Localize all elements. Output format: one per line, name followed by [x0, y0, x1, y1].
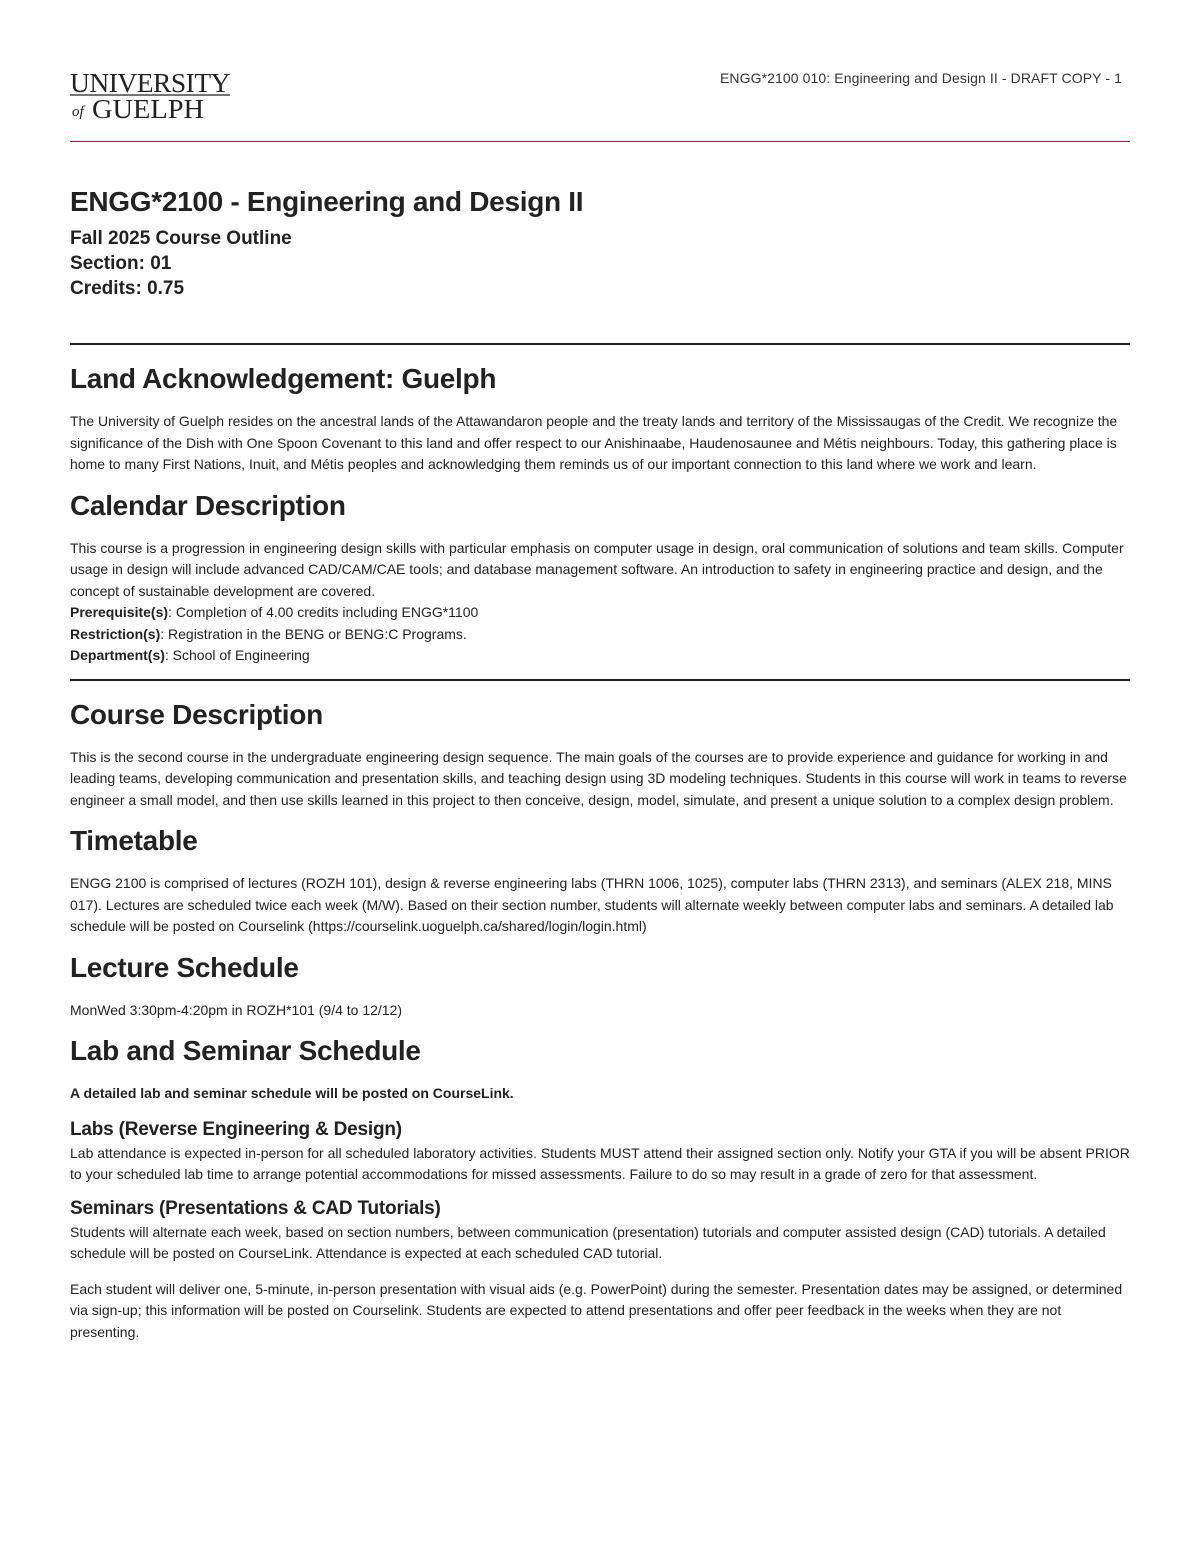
logo-line2: GUELPH: [92, 94, 204, 124]
lab-seminar-intro: A detailed lab and seminar schedule will be posted on CourseLink.: [70, 1085, 514, 1101]
header-divider: [70, 141, 1130, 142]
course-credits: Credits: 0.75: [70, 278, 185, 299]
calendar-description-heading: Calendar Description: [70, 489, 346, 521]
lab-seminar-heading: Lab and Seminar Schedule: [70, 1035, 421, 1066]
logo-line1: UNIVERSITY: [70, 68, 230, 98]
seminars-heading: Seminars (Presentations & CAD Tutorials): [70, 1197, 441, 1219]
university-logo: [70, 68, 232, 124]
section-divider: [70, 679, 1130, 681]
timetable-text: ENGG 2100 is comprised of lectures (ROZH 101), design & reverse engineering labs (THRN 1006, 1025), computer labs (THRN 2313), and seminars (ALEX 218, MINS 017). Lectures are scheduled twice each week (M/W). Based on their section number, students will alternate weekly between computer labs and seminars. A detailed lab schedule will be posted on Courselink (https://courselink.uoguelph.ca/shared/login/login.html): [70, 875, 1114, 934]
restriction-line: [70, 624, 1130, 646]
course-description-heading: Course Description: [70, 698, 323, 730]
department-label: Department(s): [70, 647, 165, 663]
restriction-label: Restriction(s): [70, 625, 161, 642]
prerequisite-label: Prerequisite(s): [70, 604, 169, 620]
land-acknowledgement-text: The University of Guelph resides on the ancestral lands of the Attawandaron people and the treaty lands and territory of the Mississaugas of the Credit. We recognize the significance of the Dish with One Spoon Covenant to this land and offer respect to our Anishinaabe, Haudenosaunee and Métis neighbours. Today, this gathering place is home to many First Nations, Inuit, and Métis peoples and acknowledging them reminds us of our important connection to this land where we work and learn.: [70, 413, 1118, 472]
running-header: ENGG*2100 010: Engineering and Design II - DRAFT COPY - 1: [719, 70, 1122, 86]
timetable-heading: Timetable: [70, 825, 198, 856]
calendar-description-text: This course is a progression in engineering design skills with particular emphasis on computer usage in design, oral communication of solutions and team skills. Computer usage in design will include advanced CAD/CAM/CAE tools; and database management software. An introduction to safety in engineering practice and design, and the concept of sustainable development are covered.: [70, 539, 1124, 599]
labs-heading: Labs (Reverse Engineering & Design): [70, 1118, 402, 1140]
labs-text: Lab attendance is expected in-person for all scheduled laboratory activities. Students MUST attend their assigned section only. Notify your GTA if you will be absent PRIOR to your scheduled lab time to arrange potential accommodations for missed assessments. Failure to do so may result in a grade of zero for that assessment.: [70, 1144, 1130, 1182]
prerequisite-line: [70, 602, 1130, 624]
lecture-schedule-text: MonWed 3:30pm-4:20pm in ROZH*101 (9/4 to 12/12): [70, 1001, 403, 1018]
department-line: [70, 645, 1130, 667]
land-acknowledgement-heading: Land Acknowledgement: Guelph: [70, 363, 497, 394]
prerequisite-value: : Completion of 4.00 credits including ENGG*1100: [168, 604, 479, 620]
lecture-schedule-heading: Lecture Schedule: [70, 951, 299, 983]
course-title: ENGG*2100 - Engineering and Design II: [70, 186, 584, 217]
presentation-text: Each student will deliver one, 5-minute, in-person presentation with visual aids (e.g. PowerPoint) during the semester. Presentation dates may be assigned, or determined via sign-up; this information will be posted on Courselink. Students are expected to attend presentations and offer peer feedback in the weeks when they are not presenting.: [70, 1280, 1123, 1340]
section-divider: [70, 343, 1130, 345]
course-section: Section: 01: [70, 253, 172, 274]
document-body: [70, 186, 1130, 1343]
course-term: Fall 2025 Course Outline: [70, 228, 292, 249]
seminars-text: Students will alternate each week, based on section numbers, between communication (presentation) tutorials and computer assisted design (CAD) tutorials. A detailed schedule will be posted on CourseLink. Attendance is expected at each scheduled CAD tutorial.: [70, 1223, 1106, 1261]
course-description-text: This is the second course in the undergraduate engineering design sequence. The main goals of the courses are to provide experience and guidance for working in and leading teams, developing communication and presentation skills, and teaching design using 3D modeling techniques. Students in this course will work in teams to reverse engineer a small model, and then use skills learned in this project to then conceive, design, model, simulate, and present a unique solution to a complex design problem.: [70, 748, 1127, 808]
logo-of: of: [72, 104, 84, 120]
department-value: : School of Engineering: [164, 647, 310, 663]
restriction-value: : Registration in the BENG or BENG:C Programs.: [160, 625, 467, 642]
